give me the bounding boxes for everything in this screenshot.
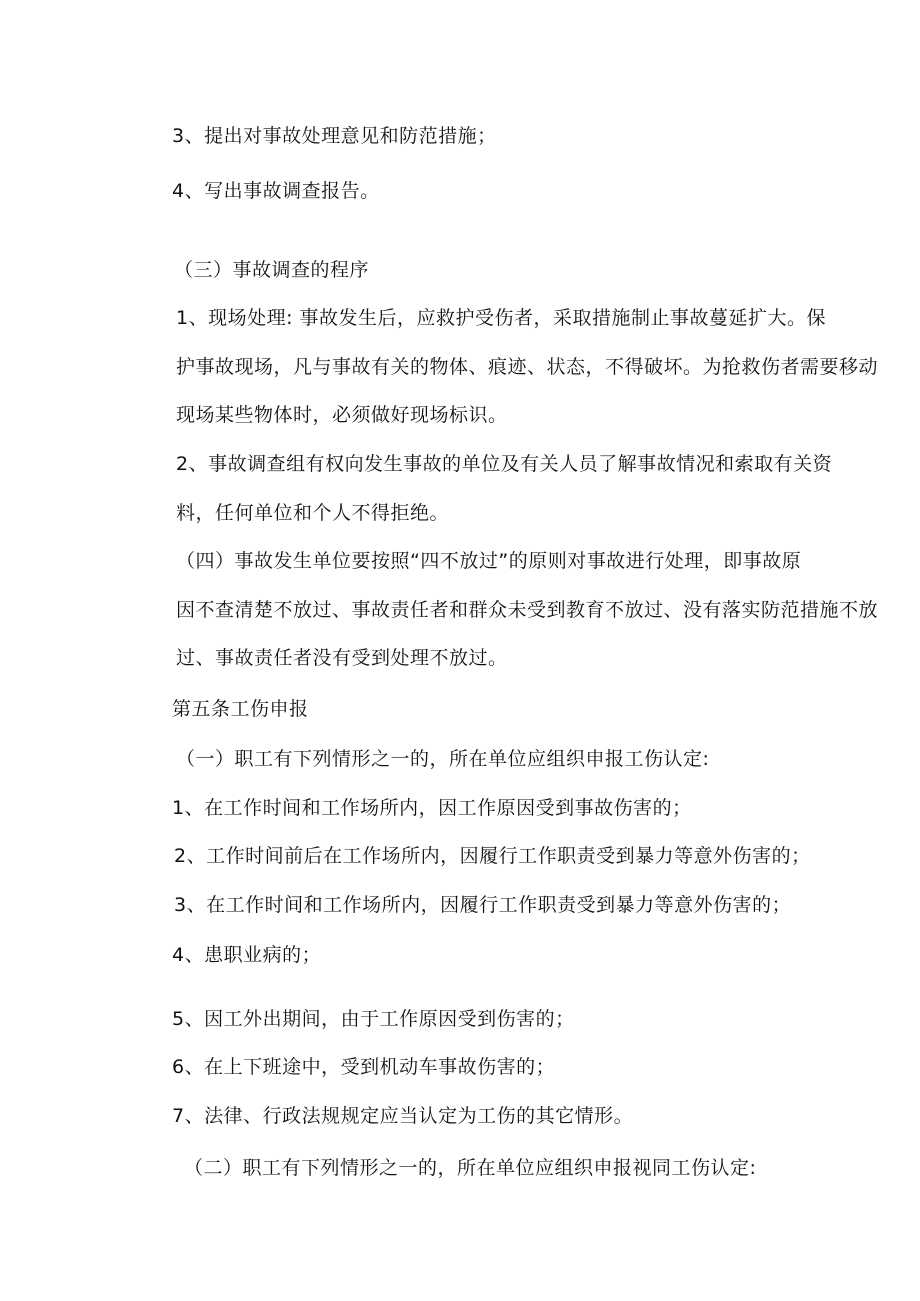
paragraph-line: 因不查清楚不放过、事故责任者和群众未受到教育不放过、没有落实防范措施不放 xyxy=(176,599,879,621)
paragraph-line: 过、事故责任者没有受到处理不放过。 xyxy=(176,647,508,669)
list-item: 6、在上下班途中，受到机动车事故伤害的； xyxy=(172,1056,556,1078)
paragraph-line: 2、事故调查组有权向发生事故的单位及有关人员了解事故情况和索取有关资 xyxy=(176,453,833,475)
list-item: 3、在工作时间和工作场所内，因履行工作职责受到暴力等意外伤害的； xyxy=(174,894,792,916)
paragraph-line: 1、现场处理: 事故发生后，应救护受伤者，采取措施制止事故蔓延扩大。保 xyxy=(176,307,827,329)
list-item: 5、因工外出期间，由于工作原因受到伤害的； xyxy=(172,1008,575,1030)
paragraph-line: 料，任何单位和个人不得拒绝。 xyxy=(176,502,450,524)
list-item-3-propose-measures: 3、提出对事故处理意见和防范措施； xyxy=(172,125,497,147)
article-heading-injury-declaration: 第五条工伤申报 xyxy=(172,698,309,720)
list-item: 4、患职业病的； xyxy=(172,944,322,966)
paragraph-line: （四）事故发生单位要按照“四不放过”的原则对事故进行处理，即事故原 xyxy=(176,550,802,572)
paragraph-line: 现场某些物体时，必须做好现场标识。 xyxy=(176,404,508,426)
list-item: 2、工作时间前后在工作场所内，因履行工作职责受到暴力等意外伤害的； xyxy=(174,845,811,867)
list-item: 7、法律、行政法规规定应当认定为工伤的其它情形。 xyxy=(172,1105,634,1127)
list-item: 1、在工作时间和工作场所内，因工作原因受到事故伤害的； xyxy=(172,797,692,819)
paragraph-line: 护事故现场，凡与事故有关的物体、痕迹、状态，不得破坏。为抢救伤者需要移动 xyxy=(176,356,879,378)
subsection-heading: （一）职工有下列情形之一的，所在单位应组织申报工伤认定: xyxy=(176,748,710,770)
section-heading-investigation-procedure: （三）事故调查的程序 xyxy=(174,259,370,281)
list-item-4-write-report: 4、写出事故调查报告。 xyxy=(172,180,380,202)
subsection-heading: （二）职工有下列情形之一的，所在单位应组织申报视同工伤认定: xyxy=(184,1157,757,1179)
